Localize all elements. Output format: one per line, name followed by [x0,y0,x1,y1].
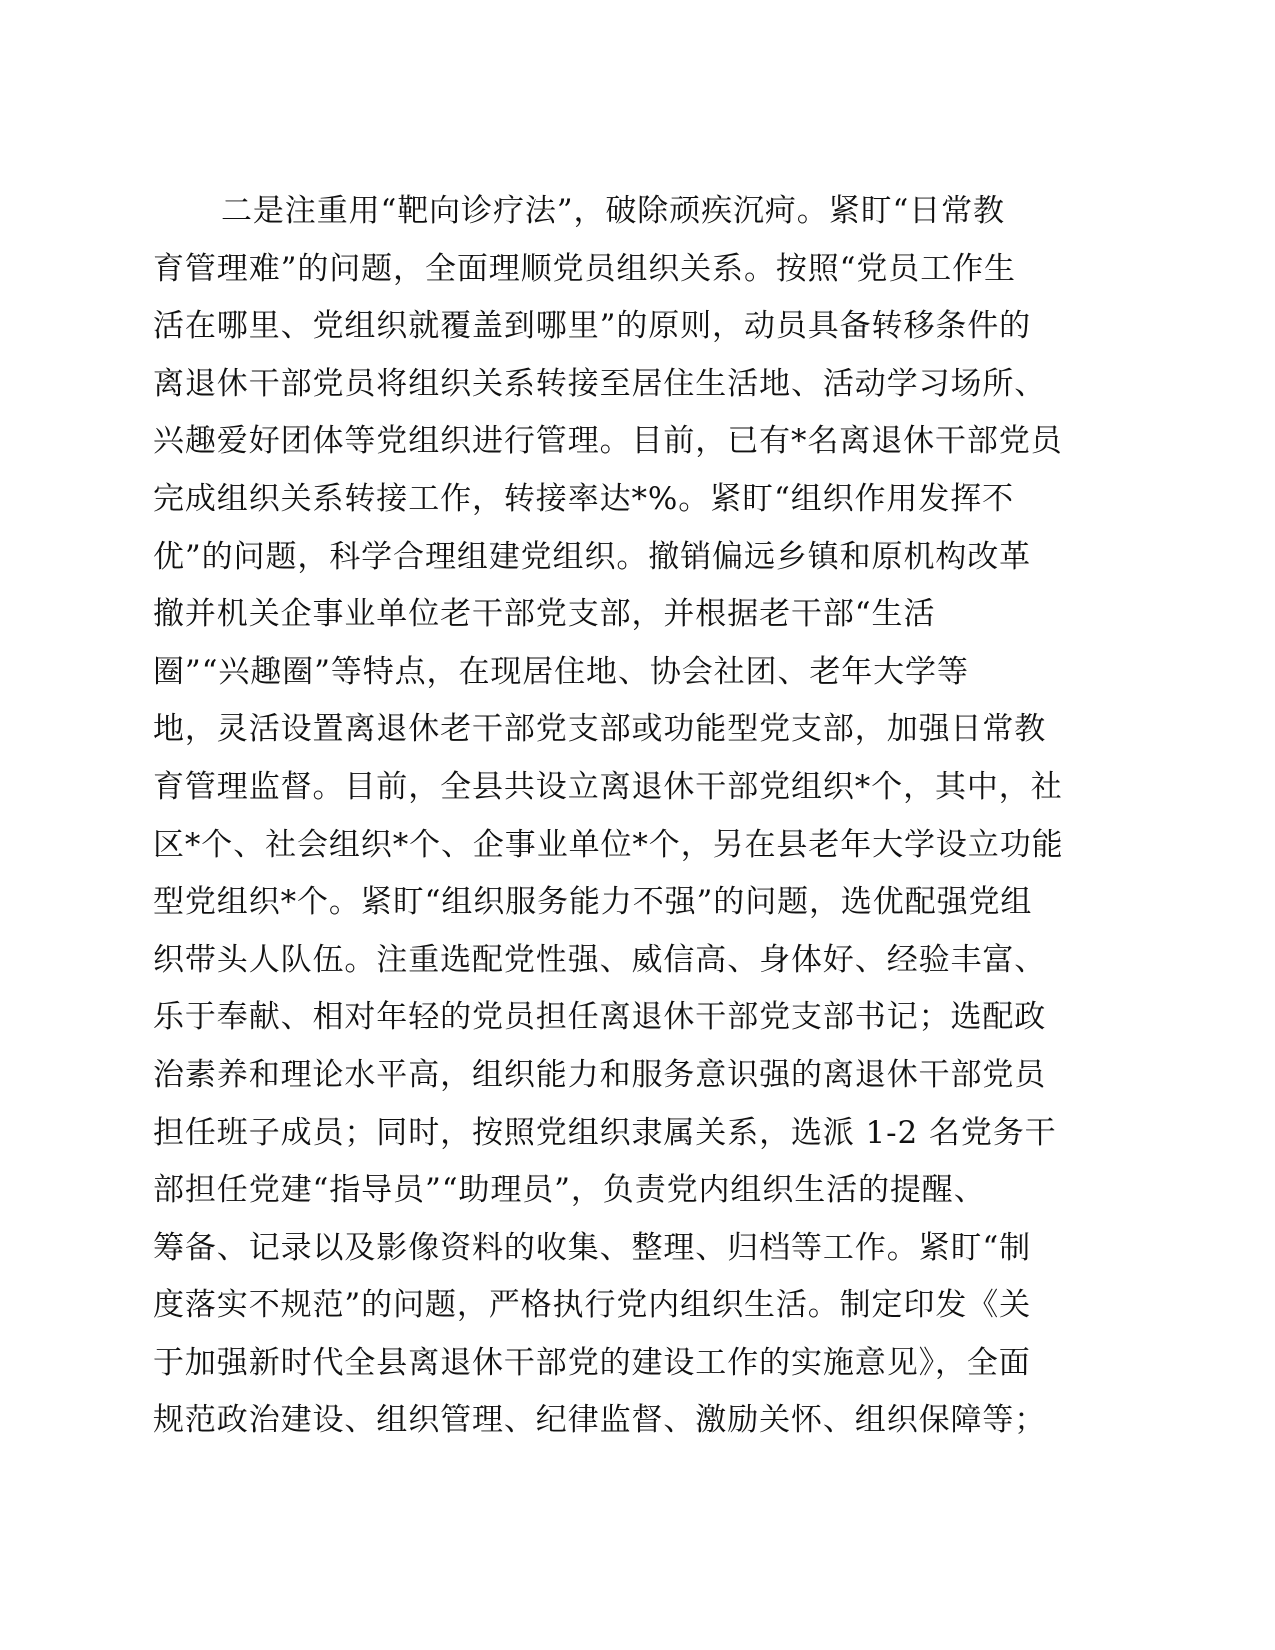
text-line: 担任班子成员；同时，按照党组织隶属关系，选派 1-2 名党务干 [153,1114,1057,1151]
text-line: 育管理难”的问题，全面理顺党员组织关系。按照“党员工作生 [153,250,1016,287]
text-line: 规范政治建设、组织管理、纪律监督、激励关怀、组织保障等； [153,1402,1047,1439]
text-line: 离退休干部党员将组织关系转接至居住生活地、活动学习场所、 [153,365,1047,402]
text-line: 筹备、记录以及影像资料的收集、整理、归档等工作。紧盯“制 [153,1229,1032,1266]
text-line: 部担任党建“指导员”“助理员”，负责党内组织生活的提醒、 [153,1172,986,1209]
text-line: 兴趣爱好团体等党组织进行管理。目前，已有*名离退休干部党员 [153,423,1063,460]
text-line: 圈”“兴趣圈”等特点，在现居住地、协会社团、老年大学等 [153,653,969,690]
text-line: 治素养和理论水平高，组织能力和服务意识强的离退休干部党员 [153,1056,1047,1093]
text-line: 织带头人队伍。注重选配党性强、威信高、身体好、经验丰富、 [153,941,1047,978]
text-line: 地，灵活设置离退休老干部党支部或功能型党支部，加强日常教 [153,711,1047,748]
text-line: 优”的问题，科学合理组建党组织。撤销偏远乡镇和原机构改革 [153,538,1032,575]
text-line: 区*个、社会组织*个、企事业单位*个，另在县老年大学设立功能 [153,826,1064,863]
text-line: 活在哪里、党组织就覆盖到哪里”的原则，动员具备转移条件的 [153,308,1032,345]
text-line: 完成组织关系转接工作，转接率达*%。紧盯“组织作用发挥不 [153,480,1015,517]
text-line: 乐于奉献、相对年轻的党员担任离退休干部党支部书记；选配政 [153,999,1047,1036]
text-line: 撤并机关企事业单位老干部党支部，并根据老干部“生活 [153,596,936,633]
text-line: 育管理监督。目前，全县共设立离退休干部党组织*个，其中，社 [153,768,1063,805]
text-line: 于加强新时代全县离退休干部党的建设工作的实施意见》，全面 [153,1344,1031,1381]
text-line: 型党组织*个。紧盯“组织服务能力不强”的问题，选优配强党组 [153,884,1033,921]
text-line: 度落实不规范”的问题，严格执行党内组织生活。制定印发《关 [153,1287,1032,1324]
text-line: 二是注重用“靶向诊疗法”，破除顽疾沉疴。紧盯“日常教 [221,193,1005,229]
body-paragraph [153,183,1113,1450]
